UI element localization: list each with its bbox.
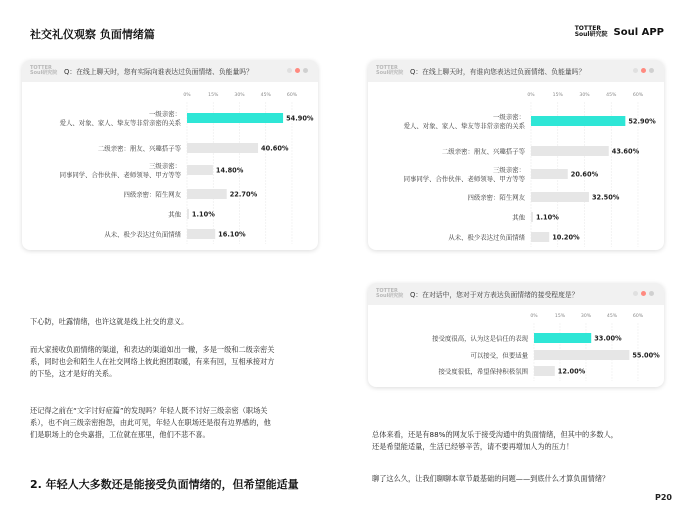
category-label: 爱人、对象、家人、挚友等非常亲密的关系 xyxy=(59,119,181,127)
tick-label: 0% xyxy=(183,93,191,98)
bar xyxy=(187,113,283,123)
category-label: 同事同学、合作伙伴、老师领导、甲方等等 xyxy=(59,171,181,179)
left-para-1 xyxy=(30,316,188,328)
data-label: 16.10% xyxy=(218,230,246,239)
brand-sub-2: Soul研究院 xyxy=(574,31,608,38)
tick-label: 45% xyxy=(606,93,617,98)
bar-chart-2 xyxy=(368,82,664,250)
tick-label: 45% xyxy=(260,93,271,98)
card-question: Q：在线上聊天时，有谁向您表达过负面情绪、负能量吗？ xyxy=(410,68,586,76)
text-line: 系），也不向三级亲密抱怨，由此可见，年轻人在职场还是很有边界感的，他 xyxy=(30,418,271,427)
chart-card-2 xyxy=(368,60,664,250)
text-line: 聊了这么久，让我们聊聊本章节最基础的问题——到底什么才算负面情绪？ xyxy=(372,474,610,483)
tick-label: 45% xyxy=(606,314,618,319)
bar xyxy=(531,212,533,222)
category-label: 爱人、对象、家人、挚友等非常亲密的关系 xyxy=(403,122,525,130)
data-label: 54.90% xyxy=(286,114,314,123)
data-label: 10.20% xyxy=(552,233,580,242)
data-label: 14.80% xyxy=(215,166,244,175)
data-label: 43.60% xyxy=(611,147,640,156)
bar-chart-1 xyxy=(22,82,318,250)
dot-icon xyxy=(633,68,638,73)
dot-icon xyxy=(287,68,292,73)
category-label: 从未、极少表达过负面情绪 xyxy=(104,230,181,239)
brand-name: Soul APP xyxy=(613,26,664,38)
text-line: 而大家接收负面情绪的渠道，和表达的渠道如出一辙，多是一级和二级亲密关 xyxy=(30,345,275,354)
data-label: 55.00% xyxy=(632,351,660,360)
data-label: 33.00% xyxy=(594,334,622,343)
text-line: 还记得之前在“文字讨好症篇”的发现吗？年轻人既不讨好三级亲密（职场关 xyxy=(30,406,268,415)
right-para-2 xyxy=(372,473,609,485)
card-question: Q：在对话中，您对于对方表达负面情绪的接受程度是？ xyxy=(410,291,579,299)
bar xyxy=(531,146,609,156)
dot-icon xyxy=(641,68,646,73)
bar xyxy=(531,116,625,126)
brand-mark xyxy=(575,26,608,38)
tick-label: 0% xyxy=(527,93,535,98)
section-heading: 2. 年轻人大多数还是能接受负面情绪的，但希望能适量 xyxy=(30,478,299,491)
category-label: 可以接受，但要适量 xyxy=(470,351,528,360)
text-line: 还是希望能适量，生活已经够辛苦，请不要再增加人为的压力！ xyxy=(372,442,574,451)
dot-icon xyxy=(295,68,300,73)
text-line: 总体来看，还是有88%的网友乐于接受沟通中的负面情绪，但其中的多数人， xyxy=(372,430,618,439)
card-header xyxy=(368,283,664,305)
category-label: 四级亲密：陌生网友 xyxy=(467,193,525,202)
brand-sub-1: TOTTER xyxy=(574,25,601,32)
window-dots xyxy=(287,68,308,73)
header-brand xyxy=(575,26,664,38)
window-dots xyxy=(633,68,654,73)
category-label: 一级亲密： xyxy=(149,110,181,118)
category-label: 二级亲密：朋友、兴趣搭子等 xyxy=(441,147,525,156)
bar xyxy=(187,189,227,199)
card-logo: TOTTER Soul研究院 xyxy=(376,65,404,76)
card-question: Q：在线上聊天时，您有实际向谁表达过负面情绪、负能量吗？ xyxy=(64,68,253,76)
left-para-2 xyxy=(30,344,274,380)
tick-label: 60% xyxy=(632,93,644,98)
card-header xyxy=(368,60,664,82)
bar xyxy=(531,192,589,202)
category-label: 接受度很低，希望保持积极氛围 xyxy=(438,367,528,376)
tick-label: 15% xyxy=(208,93,219,98)
bar xyxy=(531,232,549,242)
text-line: 的下坠，这才是好的关系。 xyxy=(30,369,117,378)
category-label: 接受度很高，认为这是信任的表现 xyxy=(432,334,528,343)
dot-icon xyxy=(649,291,654,296)
card-logo: TOTTER Soul研究院 xyxy=(30,65,58,76)
data-label: 40.60% xyxy=(261,144,289,153)
category-label: 四级亲密：陌生网友 xyxy=(123,190,181,199)
card-header xyxy=(22,60,318,82)
category-label: 一级亲密： xyxy=(493,113,525,121)
category-label: 其他 xyxy=(512,213,525,222)
text-line: 们是职场上的仓央嘉措，工位就在那里，他们不悲不喜。 xyxy=(30,430,210,439)
bar xyxy=(187,143,258,153)
card-logo: TOTTER Soul研究院 xyxy=(376,288,404,299)
tick-label: 15% xyxy=(554,314,566,319)
category-label: 三级亲密： xyxy=(149,162,181,170)
text-line: 下心防，吐露情绪，也许这就是线上社交的意义。 xyxy=(30,317,189,326)
category-label: 三级亲密： xyxy=(493,166,525,174)
data-label: 20.60% xyxy=(570,170,599,179)
data-label: 32.50% xyxy=(591,193,620,202)
right-para-1 xyxy=(372,429,618,453)
dot-icon xyxy=(633,291,638,296)
data-label: 1.10% xyxy=(191,210,215,219)
category-label: 其他 xyxy=(168,210,181,219)
category-label: 同事同学、合作伙伴、老师领导、甲方等等 xyxy=(403,175,525,183)
left-para-3 xyxy=(30,405,271,441)
bar xyxy=(531,169,568,179)
bar xyxy=(534,366,555,376)
tick-label: 30% xyxy=(234,93,245,98)
dot-icon xyxy=(303,68,308,73)
data-label: 1.10% xyxy=(535,213,559,222)
category-label: 从未、极少表达过负面情绪 xyxy=(448,233,525,242)
category-label: 二级亲密：朋友、兴趣搭子等 xyxy=(97,144,181,153)
header-title: 社交礼仪观察 负面情绪篇 xyxy=(30,28,155,41)
window-dots xyxy=(633,291,654,296)
tick-label: 15% xyxy=(552,93,563,98)
tick-label: 30% xyxy=(580,314,592,319)
data-label: 22.70% xyxy=(229,190,258,199)
tick-label: 30% xyxy=(579,93,590,98)
bar xyxy=(187,165,213,175)
data-label: 12.00% xyxy=(557,367,586,376)
chart-card-1 xyxy=(22,60,318,250)
bar xyxy=(187,209,189,219)
dot-icon xyxy=(649,68,654,73)
tick-label: 60% xyxy=(286,93,298,98)
tick-label: 0% xyxy=(530,314,538,319)
data-label: 52.90% xyxy=(628,117,656,126)
dot-icon xyxy=(641,291,646,296)
tick-label: 60% xyxy=(632,314,644,319)
text-line: 系，同时也会和陌生人在社交网络上彼此抱团取暖，有来有回，互相承接对方 xyxy=(30,357,275,366)
page-number: P20 xyxy=(655,493,672,502)
bar-chart-3 xyxy=(368,305,664,387)
bar xyxy=(534,333,591,343)
chart-card-3 xyxy=(368,283,664,387)
bar xyxy=(187,229,215,239)
bar xyxy=(534,350,629,360)
